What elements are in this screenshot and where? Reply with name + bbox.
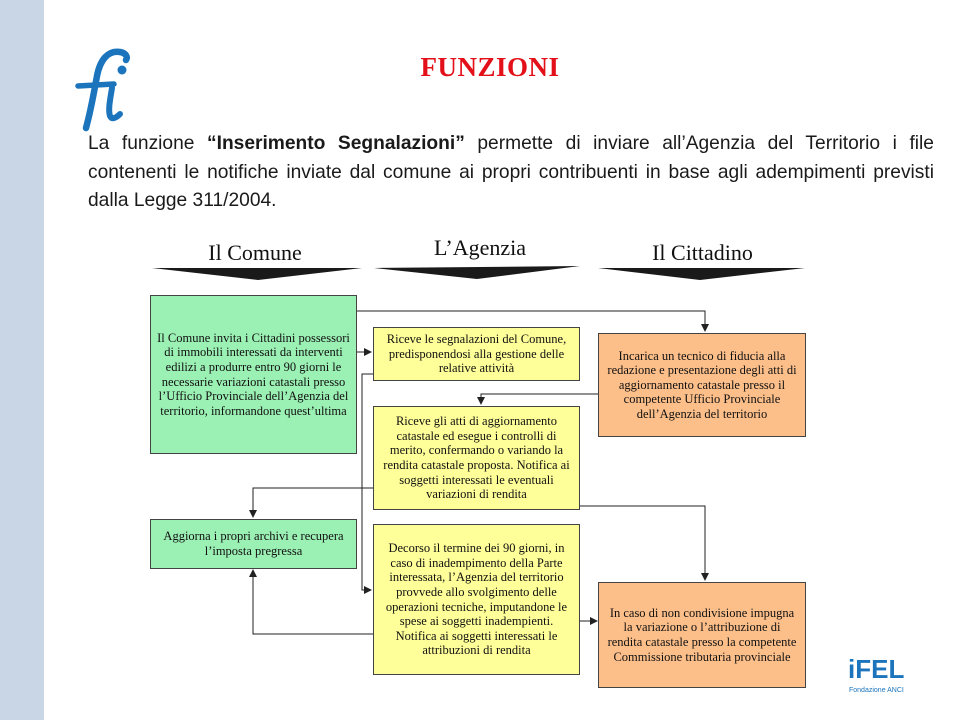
arrow-cittadino-to-agenzia-atti (481, 394, 598, 404)
intro-text-end: permette di inviare all’Agenzia del Territorio i file contenenti le notifiche inviate dal comune ai propri contribuenti in base agli adempimenti previsti dalla Legge 311/2004. (88, 133, 934, 211)
intro-text-start: La funzione (88, 133, 208, 154)
intro-function-name: “Inserimento Segnalazioni” (207, 133, 465, 154)
header-comune: Il Comune (208, 240, 302, 265)
ifel-logo-subtext: Fondazione ANCI (849, 687, 904, 694)
arrow-atti-to-aggiorna (253, 488, 373, 517)
box-comune-aggiorna: Aggiorna i propri archivi e recupera l’imposta pregressa (150, 519, 357, 569)
arrow-decorso-to-aggiorna (253, 570, 373, 634)
arrow-atti-to-impugna (580, 506, 705, 580)
ifel-logo-icon (846, 648, 910, 698)
header-chevrons (152, 266, 805, 280)
box-agenzia-riceve-segnalazioni: Riceve le segnalazioni del Comune, predisponendosi alla gestione delle relative attività (373, 327, 580, 381)
header-cittadino: Il Cittadino (652, 240, 753, 265)
box-comune-invita: Il Comune invita i Cittadini possessori di immobili interessati da interventi edilizi a produrre entro 90 giorni le necessarie variazioni catastali presso l’Ufficio Provinciale dell’Agenzia del territorio, informandone quest’ultima (150, 295, 357, 454)
arrow-segnalazioni-to-decorso (362, 374, 373, 590)
box-agenzia-decorso: Decorso il termine dei 90 giorni, in caso di inadempimento della Parte interessata, l’Agenzia del territorio provvede allo svolgimento delle operazioni tecniche, imputandone le spese ai soggetti inadempienti. Notifica ai soggetti interessati le attribuzioni di rendita (373, 524, 580, 675)
box-cittadino-incarica: Incarica un tecnico di fiducia alla redazione e presentazione degli atti di aggiornamento catastale presso il competente Ufficio Provinciale dell’Agenzia del territorio (598, 333, 806, 437)
box-cittadino-impugna: In caso di non condivisione impugna la variazione o l’attribuzione di rendita catastale presso la competente Commissione tributaria provinciale (598, 582, 806, 688)
header-agenzia: L’Agenzia (433, 235, 527, 260)
page-title: FUNZIONI (420, 52, 560, 82)
box-agenzia-riceve-atti: Riceve gli atti di aggiornamento catastale ed esegue i controlli di merito, confermando o variando la rendita catastale proposta. Notifica ai soggetti interessati le eventuali variazioni di rendita (373, 406, 580, 510)
ifel-logo-text: iFEL (848, 654, 905, 684)
